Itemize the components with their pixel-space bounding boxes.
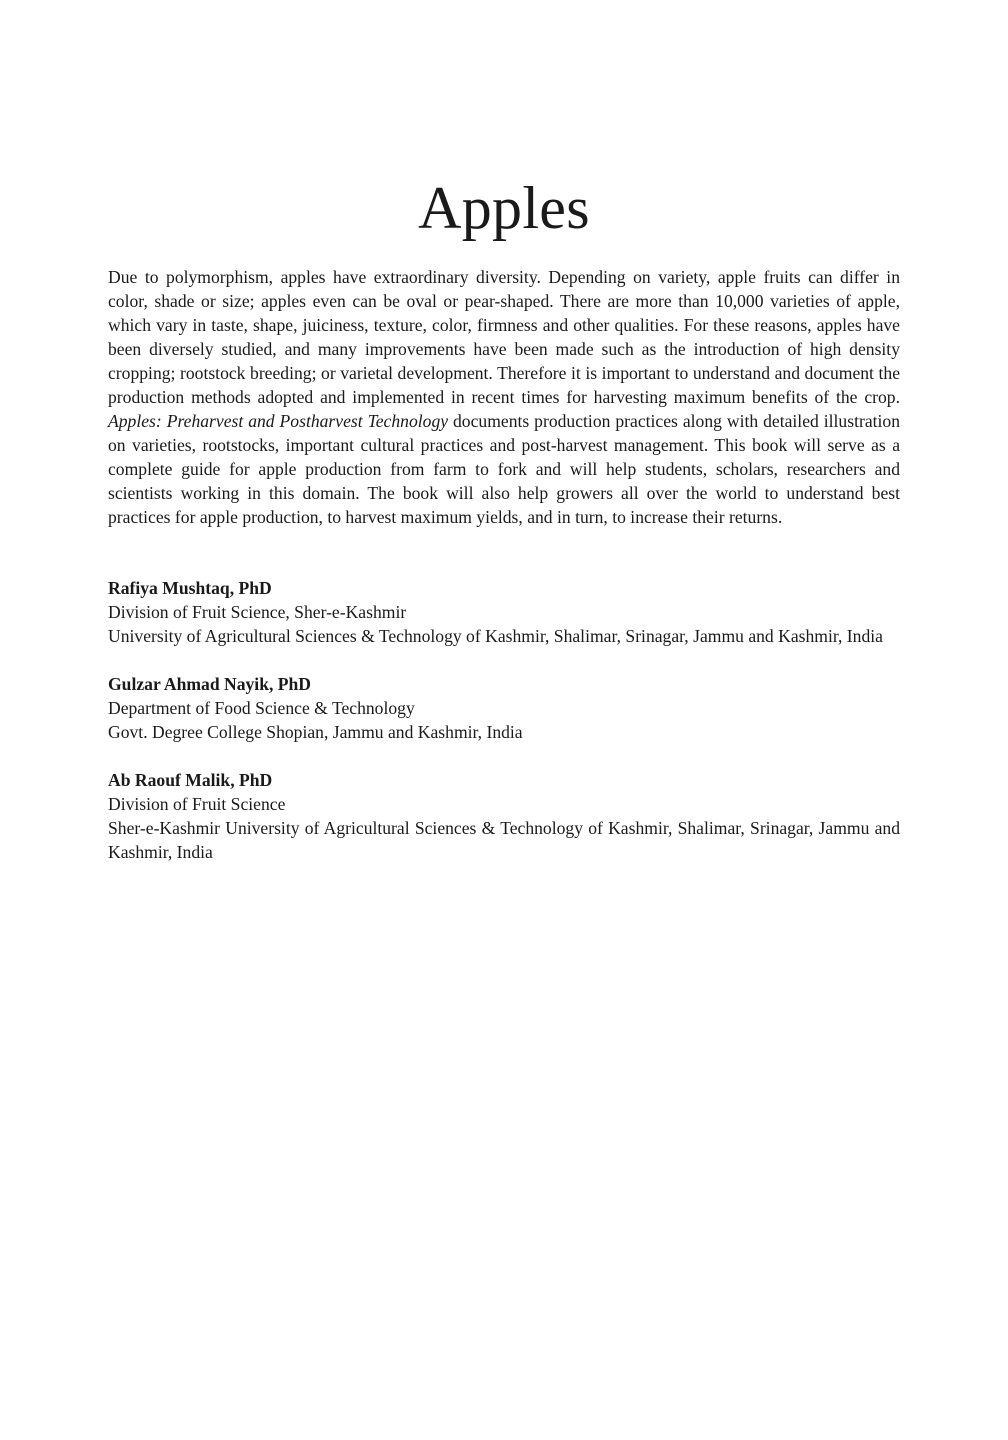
author-affiliation: Division of Fruit Science (108, 794, 286, 814)
author-entry (108, 768, 900, 864)
author-list (108, 576, 900, 888)
author-affiliation: University of Agricultural Sciences & Technology of Kashmir, Shalimar, Srinagar, Jammu and Kashmir, India (108, 626, 883, 646)
author-entry (108, 672, 900, 744)
author-affiliation: Division of Fruit Science, Sher-e-Kashmir (108, 602, 407, 622)
description-part-2: documents production practices along with detailed illustration on varieties, rootstocks, important cultural practices and post-harvest management. This book will serve as a complete guide for apple production from farm to fork and will help students, scholars, researchers and scientists working in this domain. The book will also help growers all over the world to understand best practices for apple production, to harvest maximum yields, and in turn, to increase their returns. (108, 411, 900, 527)
author-affiliation: Sher-e-Kashmir University of Agricultural Sciences & Technology of Kashmir, Shalimar, Srinagar, Jammu and Kashmir, India (108, 818, 900, 862)
author-entry (108, 576, 900, 648)
book-title: Apples (418, 175, 590, 241)
author-affiliation: Department of Food Science & Technology (108, 698, 415, 718)
description-book-title: Apples: Preharvest and Postharvest Technology (108, 411, 449, 431)
book-description (108, 265, 900, 529)
description-part-1: Due to polymorphism, apples have extraordinary diversity. Depending on variety, apple fruits can differ in color, shade or size; apples even can be oval or pear-shaped. There are more than 10,000 varieties of apple, which vary in taste, shape, juiciness, texture, color, firmness and other qualities. For these reasons, apples have been diversely studied, and many improvements have been made such as the introduction of high density cropping; rootstock breeding; or varietal development. Therefore it is important to understand and document the production methods adopted and implemented in recent times for harvesting maximum benefits of the crop. (108, 267, 900, 407)
author-name: Ab Raouf Malik, PhD (108, 770, 273, 790)
author-name: Gulzar Ahmad Nayik, PhD (108, 674, 312, 694)
author-name: Rafiya Mushtaq, PhD (108, 578, 272, 598)
author-affiliation: Govt. Degree College Shopian, Jammu and Kashmir, India (108, 722, 523, 742)
